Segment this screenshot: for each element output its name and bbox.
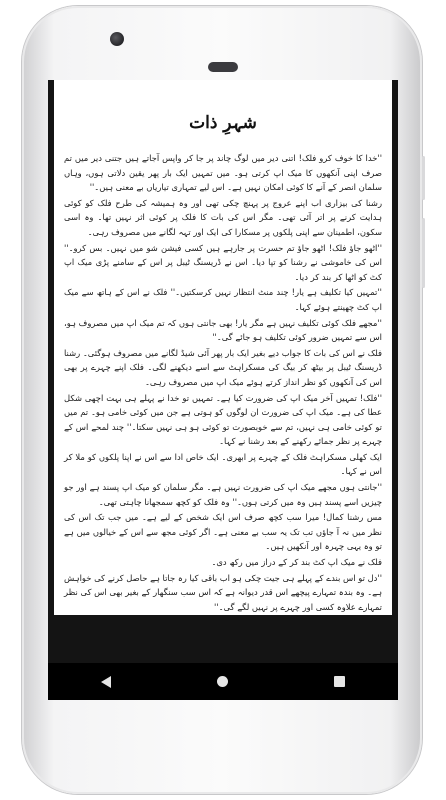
device-screen xyxy=(48,80,398,700)
paragraph: ''اٹھو جاؤ فلک! اٹھو جاؤ تم حسرت پر جارہے ہیں کسی فیشن شو میں نہیں۔ بس کرو۔'' اس کی خاموشی نے رشنا کو تپا دیا۔ اس نے ڈریسنگ ٹیبل پر اس کے سامنے پڑی میک اپ کٹ کو اٹھا کر بند کر دیا۔ xyxy=(64,242,382,282)
front-camera-icon xyxy=(110,32,124,46)
paragraph: فلک نے اس کی بات کا جواب دیے بغیر ایک بار پھر آئی شیڈ لگانے میں مصروف ہوگئی۔ رشنا ڈریسنگ ٹیبل پر بیٹھ کر بیگ کی مسکراہٹ سے اسے دیکھنے لگی۔ فلک اپنے چہرے پر بھی اس کی آنکھوں کو نظر انداز کرتے ہوئے میک اپ میں مصروف رہی۔ xyxy=(64,347,382,387)
paragraph: رشنا کی بیزاری اب اپنے عروج پر پہنچ چکی تھی اور وہ ہمیشہ کی طرح فلک کو کوئی ہدایت کرنے پر اتر آئی تھی۔ مگر اس کی بات کا فلک پر کوئی اثر نہیں تھا۔ وہ اسی سکون، اطمینان سے اپنی پلکوں پر مسکارا کی ایک اور تہہ لگانے میں مصروف رہی۔ xyxy=(64,197,382,237)
paragraph: ''جانتی ہوں مجھے میک اپ کی ضرورت نہیں ہے۔ مگر سلمان کو میک اپ پسند ہے اور جو چیزیں اسے پسند ہیں وہ میں کرتی ہوں۔'' وہ فلک کو کچھ سمجھانا چاہتی تھی۔ xyxy=(64,482,382,507)
bottom-toolbar xyxy=(48,615,398,663)
speaker-grille-icon xyxy=(208,62,238,72)
back-triangle-icon xyxy=(101,676,111,688)
paragraph: ''دل تو اس بندے کے پہلے ہی جیت چکی ہو اب باقی کیا رہ جاتا ہے حاصل کرنے کی خواہش ہے۔ وہ بندہ تمہارے پیچھے اس قدر دیوانہ ہے کہ اس سب سنگھار کے بغیر بھی اس کی نظر تمہارے علاوہ کسی اور چہرے پر نہیں لگے گی۔'' xyxy=(64,572,382,612)
paragraph: فلک نے میک اپ کٹ بند کر کے دراز میں رکھ دی۔ xyxy=(211,557,382,568)
home-circle-icon xyxy=(217,676,228,687)
paragraph: ''فلک! تمہیں آخر میک اپ کی ضرورت کیا ہے۔ تمہیں تو خدا نے پہلے ہی بہت اچھی شکل عطا کی ہے۔ میک اپ کی ضرورت ان لوگوں کو ہوتی ہے جن میں کوئی خامی ہو۔ تم میں تو کوئی خامی ہی نہیں، تم سے خوبصورت تو کوئی ہو ہی نہیں سکتا۔'' چند لمحے اس کے چہرے پر نظر جمائے رکھنے کے بعد رشنا نے کہا۔ xyxy=(64,392,382,447)
nav-back-button[interactable] xyxy=(86,667,126,697)
reader-page xyxy=(48,80,398,615)
paragraph: ایک کھلی مسکراہٹ فلک کے چہرے پر ابھری۔ ایک خاص ادا سے اس نے اپنا پلکوں کو ملا کر اس نے کہا۔ xyxy=(64,451,382,477)
nav-recents-button[interactable] xyxy=(320,667,360,697)
paragraph: ''مجھے فلک کوئی تکلیف نہیں ہے مگر یار! بھی جانتی ہوں کہ تم میک اپ میں مصروف ہو، اس سے تمہیں ضرور کوئی تکلیف ہو جائے گی۔'' xyxy=(64,317,382,343)
nav-home-button[interactable] xyxy=(203,667,243,697)
system-nav-bar xyxy=(48,663,398,700)
recents-square-icon xyxy=(334,676,345,687)
book-title: شہرِ ذات xyxy=(189,113,257,133)
volume-button xyxy=(422,218,425,288)
paragraph: ''تمہیں کیا تکلیف ہے یار! چند منٹ انتظار نہیں کرسکتیں۔'' فلک نے اس کے ہاتھ سے میک اپ کٹ چھینتے ہوئے کہا۔ xyxy=(64,287,382,312)
paragraph: مس رشنا کمال! میرا سب کچھ صرف اس ایک شخص کے لیے ہے۔ میں جب تک اس کی نظر میں نہ آ جاؤں تب تک یہ سب بے معنی ہے۔ اگر کوئی مجھ سے اس کے خیالوں میں ہے تو وہ یہی چہرہ اور آنکھیں ہیں۔ xyxy=(64,512,382,552)
power-button xyxy=(422,156,425,200)
paragraph: ''خدا کا خوف کرو فلک! اتنی دیر میں لوگ چاند پر جا کر واپس آجاتے ہیں جتنی دیر میں تم صرف اپنی آنکھوں کا میک اپ کرتی ہو۔ میں تمہیں ایک بار پھر یقین دلاتی ہوں، وہاں سلمان انصر کے آنے کا کوئی امکان نہیں ہے۔ اس لیے تمہاری تیاریاں بے معنی ہیں۔'' xyxy=(64,153,382,193)
